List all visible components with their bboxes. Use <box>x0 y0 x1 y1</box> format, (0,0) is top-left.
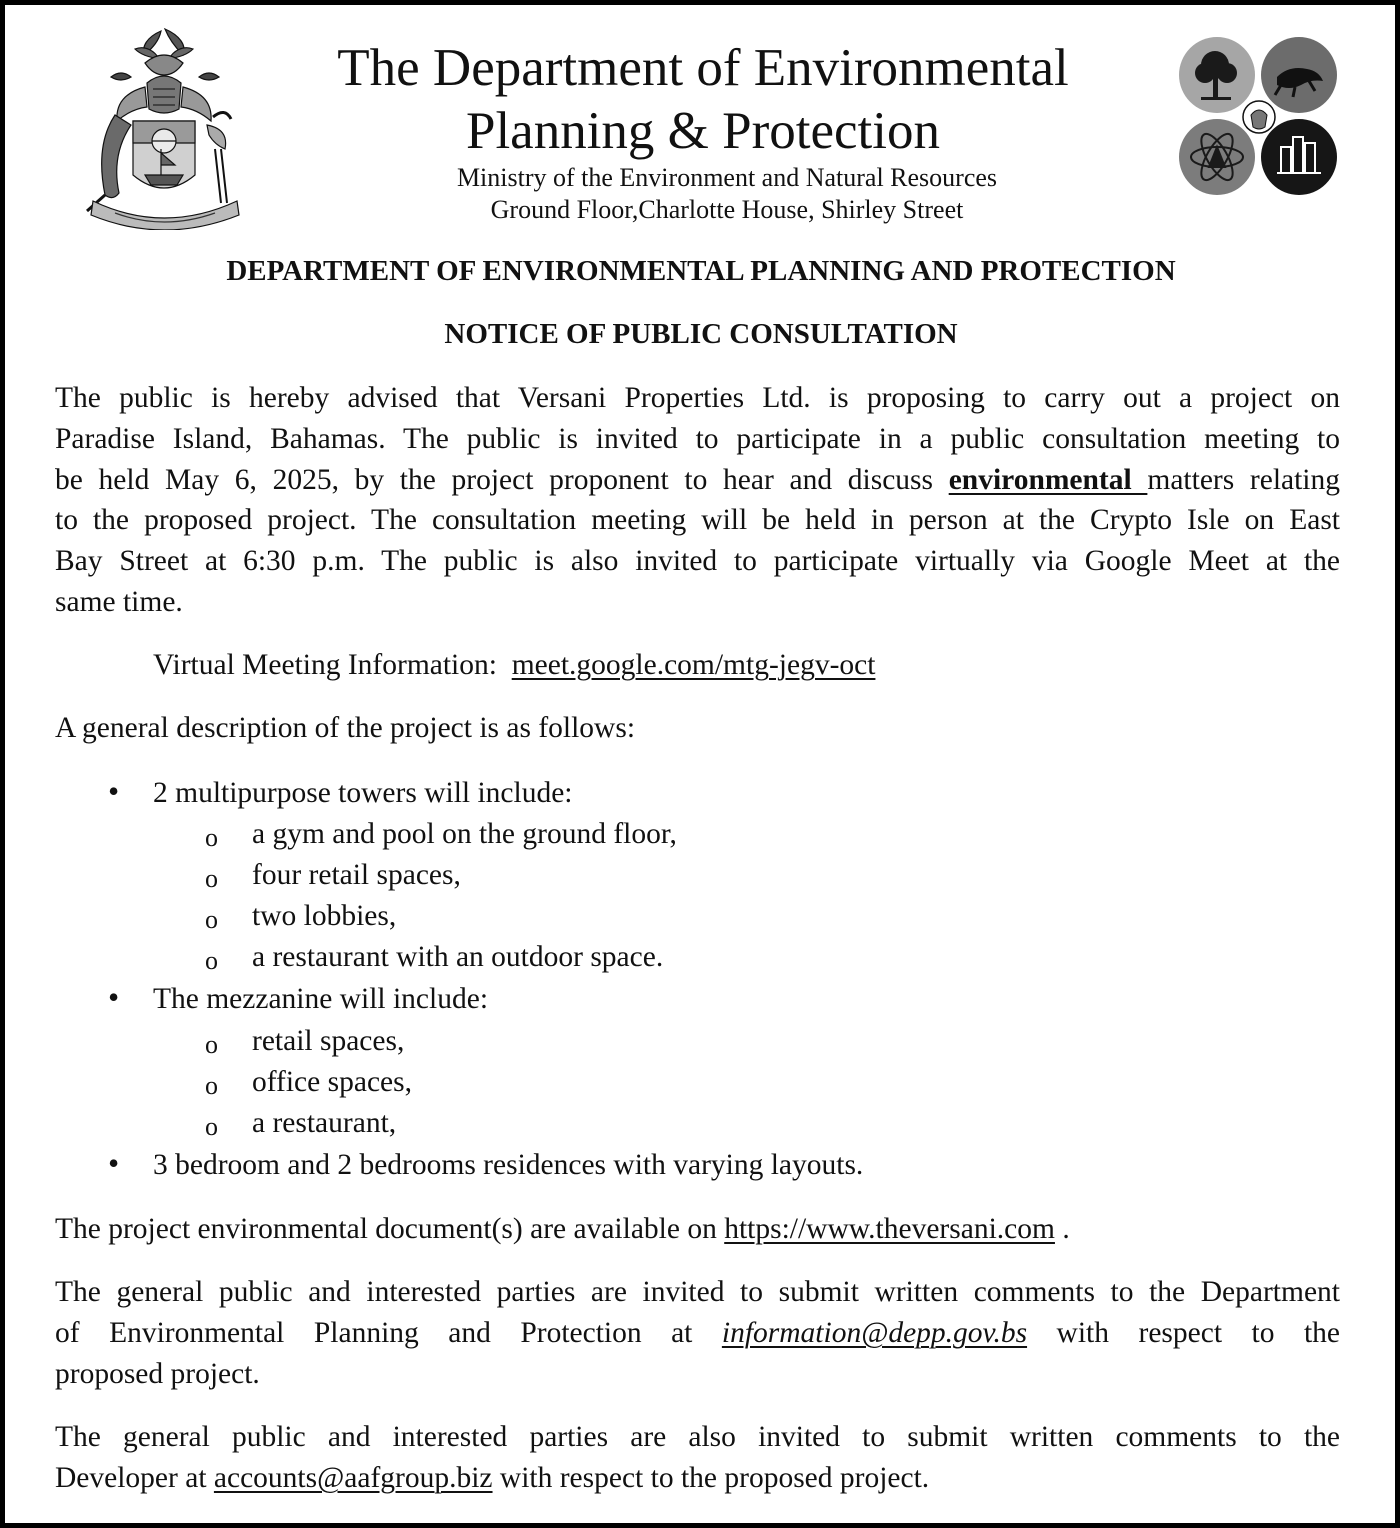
comments-dev-line-2-text: Developer at <box>55 1461 214 1494</box>
intro-line-2: Paradise Island, Bahamas. The public is invited to participate in a public consultation meeting to <box>55 422 1340 455</box>
sub-list-item <box>5 1062 1397 1103</box>
sub-list-item-text: a gym and pool on the ground floor, <box>252 818 677 850</box>
sub-list-item <box>5 855 1397 896</box>
developer-email-link[interactable]: accounts@aafgroup.biz <box>213 1461 493 1494</box>
header-title <box>225 37 1181 163</box>
sub-list-item <box>5 1103 1397 1145</box>
sub-list-item <box>5 814 1397 855</box>
comments-depp-line-2-end: with respect to the <box>1027 1316 1340 1349</box>
list-item-residences <box>5 1145 1397 1187</box>
comments-depp-line-2-text: of Environmental Planning and Protection at <box>55 1316 722 1349</box>
intro-paragraph <box>55 378 1340 623</box>
versani-website-link[interactable]: https://www.theversani.com <box>724 1213 1055 1245</box>
description-intro: A general description of the project is as follows: <box>55 712 636 744</box>
sub-list-item-text: four retail spaces, <box>252 859 461 891</box>
header-title-line2: Planning & Protection <box>465 102 941 160</box>
ministry-name: Ministry of the Environment and Natural Resources <box>456 163 998 192</box>
virtual-meeting-info <box>153 645 875 686</box>
intro-line-5: Bay Street at 6:30 p.m. The public is also invited to participate virtually via Google Meet at the <box>55 545 1340 578</box>
intro-line-3-end: matters relating <box>1147 463 1341 496</box>
comments-depp-paragraph <box>55 1272 1340 1394</box>
depp-email-link[interactable]: information@depp.gov.bs <box>721 1316 1028 1349</box>
google-meet-link[interactable]: meet.google.com/mtg-jegv-oct <box>511 649 876 681</box>
comments-dev-line-1: The general public and interested parties are also invited to submit written comments to the <box>55 1421 1340 1453</box>
intro-line-4: to the proposed project. The consultation meeting will be held in person at the Crypto Isle on East <box>55 504 1340 537</box>
comments-depp-line-3: proposed project. <box>55 1357 260 1390</box>
comments-dev-line-2-end: with respect to the proposed project. <box>492 1461 930 1494</box>
circle-bullet-icon: o <box>205 1071 218 1100</box>
intro-line-1: The public is hereby advised that Versani Properties Ltd. is proposing to carry out a project on <box>55 382 1340 414</box>
list-item-text: 3 bedroom and 2 bedrooms residences with varying layouts. <box>153 1149 864 1181</box>
comments-depp-line-2 <box>55 1313 1340 1354</box>
intro-line-3-text: be held May 6, 2025, by the project proponent to hear and discuss <box>55 463 949 496</box>
comments-dev-line-2 <box>55 1458 1340 1499</box>
comments-developer-paragraph <box>55 1417 1340 1499</box>
bullet-icon: • <box>108 1145 120 1181</box>
department-logo <box>1177 35 1341 199</box>
sub-list-item-text: office spaces, <box>252 1066 412 1098</box>
documents-text: The project environmental document(s) are available on <box>55 1213 725 1245</box>
project-description-list <box>5 773 1397 1187</box>
header-title-line1: The Department of Environmental <box>337 39 1069 97</box>
list-item-text: 2 multipurpose towers will include: <box>153 777 573 809</box>
documents-period: . <box>1054 1213 1070 1245</box>
department-heading: DEPARTMENT OF ENVIRONMENTAL PLANNING AND PROTECTION <box>226 255 1176 287</box>
notice-heading: NOTICE OF PUBLIC CONSULTATION <box>444 318 958 350</box>
circle-bullet-icon: o <box>205 1112 218 1141</box>
sub-list-item <box>5 896 1397 937</box>
comments-depp-line-1: The general public and interested parties are invited to submit written comments to the Department <box>55 1276 1340 1308</box>
sub-list-item <box>5 937 1397 979</box>
list-item-towers <box>5 773 1397 814</box>
sub-list-item <box>5 1021 1397 1062</box>
documents-availability <box>55 1209 1070 1250</box>
circle-bullet-icon: o <box>205 905 218 934</box>
buildings-circle-icon <box>1261 119 1337 195</box>
sub-list-item-text: a restaurant with an outdoor space. <box>252 941 664 973</box>
virtual-meeting-label: Virtual Meeting Information: <box>153 649 497 681</box>
circle-bullet-icon: o <box>205 946 218 975</box>
intro-line-3 <box>55 460 1340 501</box>
environmental-emphasis: environmental <box>948 463 1148 496</box>
intro-line-6: same time. <box>55 585 183 618</box>
bullet-icon: • <box>108 979 120 1015</box>
sub-list-item-text: two lobbies, <box>252 900 397 932</box>
sub-list-item-text: retail spaces, <box>252 1025 405 1057</box>
list-item-text: The mezzanine will include: <box>153 983 489 1015</box>
department-address: Ground Floor,Charlotte House, Shirley Street <box>490 195 964 224</box>
circle-bullet-icon: o <box>205 823 218 852</box>
sub-list-item-text: a restaurant, <box>252 1107 397 1139</box>
bullet-icon: • <box>108 773 120 809</box>
list-item-mezzanine <box>5 979 1397 1021</box>
circle-bullet-icon: o <box>205 1030 218 1059</box>
circle-bullet-icon: o <box>205 864 218 893</box>
